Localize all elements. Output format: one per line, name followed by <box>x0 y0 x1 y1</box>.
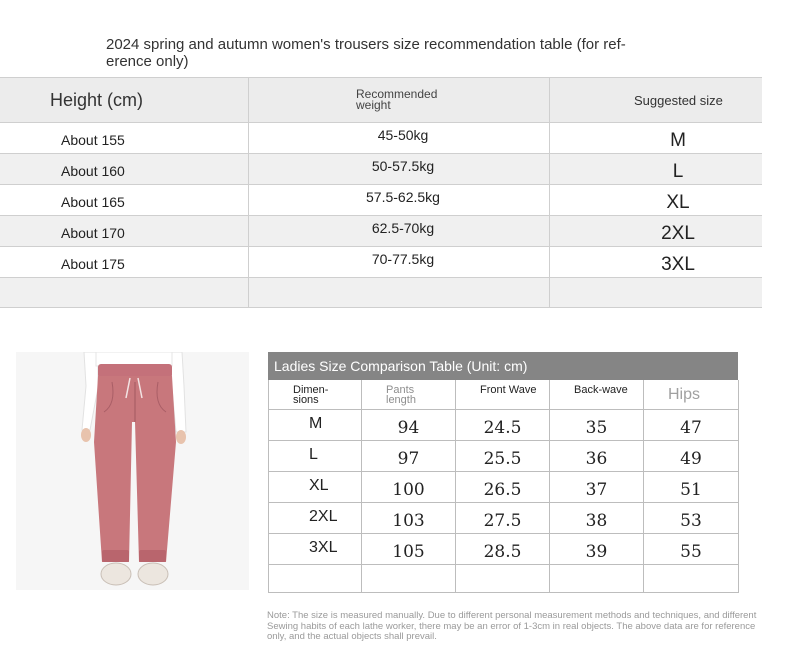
front-wave-cell: 24.5 <box>483 418 522 438</box>
front-wave-cell: 28.5 <box>483 542 522 562</box>
back-wave-cell: 36 <box>585 449 608 469</box>
pants-length-cell: 97 <box>397 449 420 469</box>
back-wave-cell: 38 <box>585 511 608 531</box>
height-cell: About 165 <box>61 194 125 210</box>
hips-cell: 51 <box>680 480 702 500</box>
front-wave-cell: 25.5 <box>483 449 522 469</box>
header-height: Height (cm) <box>50 90 144 110</box>
table-header-row <box>268 380 739 410</box>
table-row <box>268 441 739 472</box>
height-cell: About 170 <box>61 225 125 241</box>
weight-cell: 50-57.5kg <box>371 158 435 174</box>
front-wave-cell: 26.5 <box>483 480 522 500</box>
weight-cell: 57.5-62.5kg <box>366 189 440 205</box>
height-cell: About 175 <box>61 256 125 272</box>
size-cell: M <box>309 415 323 432</box>
front-wave-cell: 27.5 <box>483 511 522 531</box>
pants-length-cell: 105 <box>392 542 425 562</box>
measurement-note: Note: The size is measured manually. Due to different personal measurement methods and techniques, and different Sewing habits of each lathe worker, there may be an error of 1-3cm in real objects. The above data are for reference only, and the actual objects shall prevail. <box>267 610 757 642</box>
hips-cell: 47 <box>680 418 702 438</box>
size-comparison-table <box>268 380 739 593</box>
header-pants-length: Pants length <box>386 384 416 406</box>
back-wave-cell: 35 <box>585 418 608 438</box>
back-wave-cell: 37 <box>585 480 608 500</box>
table-row-empty <box>268 565 739 593</box>
table-row <box>0 247 762 278</box>
pants-length-cell: 103 <box>392 511 425 531</box>
page-title: 2024 spring and autumn women's trousers size recommendation table (for ref-erence only) <box>106 36 626 70</box>
size-cell: XL <box>309 477 329 494</box>
size-cell: 3XL <box>309 539 338 556</box>
trousers-illustration <box>16 352 249 590</box>
header-size: Suggested size <box>634 93 723 108</box>
size-cell: 2XL <box>661 223 695 244</box>
size-cell: L <box>672 161 684 182</box>
back-wave-cell: 39 <box>585 542 608 562</box>
header-hips: Hips <box>668 386 701 403</box>
size-cell: M <box>670 130 686 151</box>
table-header-row <box>0 77 762 123</box>
table-row <box>268 534 739 565</box>
hips-cell: 49 <box>680 449 702 469</box>
product-photo <box>16 352 249 590</box>
header-back-wave: Back-wave <box>574 384 628 396</box>
weight-cell: 62.5-70kg <box>371 220 435 236</box>
size-cell: 2XL <box>309 508 338 525</box>
size-cell: XL <box>666 192 690 213</box>
weight-cell: 70-77.5kg <box>371 251 435 267</box>
header-front-wave: Front Wave <box>480 384 537 396</box>
comparison-table-title: Ladies Size Comparison Table (Unit: cm) <box>268 352 738 380</box>
table-row <box>268 410 739 441</box>
height-cell: About 155 <box>61 132 125 148</box>
size-cell: L <box>309 446 318 463</box>
table-row <box>0 123 762 154</box>
header-dimensions: Dimen-sions <box>293 384 329 406</box>
size-recommendation-table <box>0 77 762 308</box>
pants-length-cell: 94 <box>397 418 420 438</box>
pants-length-cell: 100 <box>392 480 425 500</box>
weight-cell: 45-50kg <box>377 127 429 143</box>
header-weight: Recommended weight <box>356 87 438 112</box>
size-cell: 3XL <box>661 254 695 275</box>
hips-cell: 53 <box>680 511 702 531</box>
hips-cell: 55 <box>680 542 702 562</box>
table-row <box>0 154 762 185</box>
table-row-empty <box>0 278 762 308</box>
table-row <box>0 185 762 216</box>
table-row <box>0 216 762 247</box>
table-row <box>268 472 739 503</box>
table-row <box>268 503 739 534</box>
height-cell: About 160 <box>61 163 125 179</box>
